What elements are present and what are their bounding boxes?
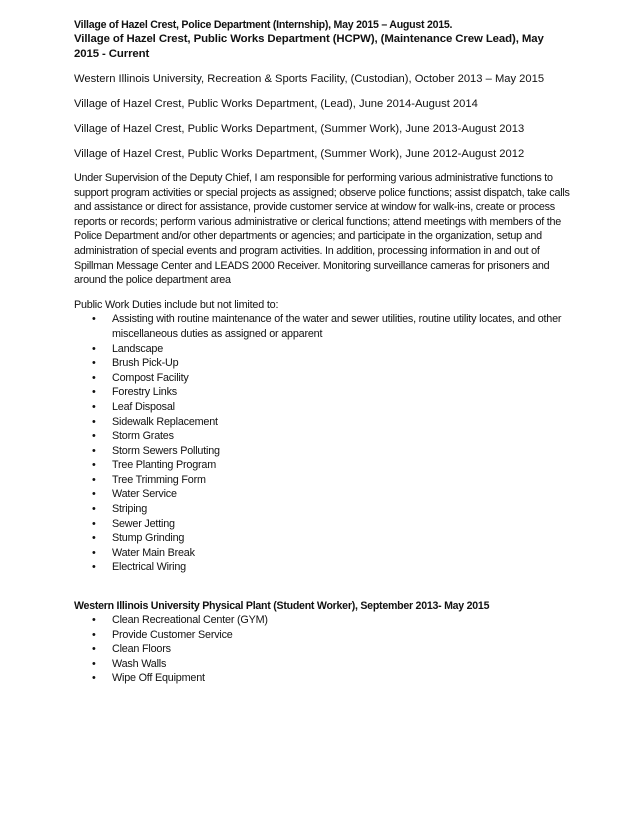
job-description: Under Supervision of the Deputy Chief, I am responsible for performing various administrative functions to support program activities or special projects as assigned; observe police functions; assist dispatch, take calls and assistance or direct for assistance, provide customer service at window for walk-ins, create or process reports or records; perform various administrative or clerical functions; attend meetings with members of the Police Department and/or other departments or agencies; and participate in the organization, setup and administration of special events and program activities. In addition, processing information in and out of Spillman Message Center and LEADS 2000 Receiver. Monitoring surveillance cameras for prisoners and around the police department area xyxy=(74,172,570,287)
list-item xyxy=(74,502,570,517)
list-item-text: Water Service xyxy=(112,488,177,501)
wiu-list xyxy=(74,613,570,686)
list-item-text: Clean Recreational Center (GYM) xyxy=(112,614,268,627)
bullet-icon: • xyxy=(92,628,96,641)
list-item-text: Forestry Links xyxy=(112,386,177,399)
bullet-icon: • xyxy=(92,643,96,656)
job-line: Village of Hazel Crest, Public Works Department, (Summer Work), June 2013-August 2013 xyxy=(74,123,525,135)
list-item-text: Stump Grinding xyxy=(112,532,185,545)
bullet-icon: • xyxy=(92,503,96,516)
list-item xyxy=(74,444,570,459)
list-item xyxy=(74,642,570,657)
list-item xyxy=(74,473,570,488)
bullet-icon: • xyxy=(92,473,96,486)
list-item xyxy=(74,560,570,575)
bullet-icon: • xyxy=(92,614,96,627)
list-item-text: Storm Sewers Polluting xyxy=(112,444,220,457)
bullet-icon: • xyxy=(92,532,96,545)
job-line: Village of Hazel Crest, Public Works Department, (Lead), June 2014-August 2014 xyxy=(74,98,478,110)
list-item xyxy=(74,487,570,502)
bullet-icon: • xyxy=(92,371,96,384)
bullet-icon: • xyxy=(92,415,96,428)
job-line: Village of Hazel Crest, Public Works Department, (Summer Work), June 2012-August 2012 xyxy=(74,148,525,160)
job-line: Western Illinois University, Recreation & Sports Facility, (Custodian), October 2013 – May 2015 xyxy=(74,73,545,85)
bullet-icon: • xyxy=(92,657,96,670)
bullet-icon: • xyxy=(92,488,96,501)
bullet-icon: • xyxy=(92,342,96,355)
bullet-icon: • xyxy=(92,459,96,472)
list-item xyxy=(74,356,570,371)
bullet-icon: • xyxy=(92,430,96,443)
bullet-icon: • xyxy=(92,444,96,457)
list-item xyxy=(74,458,570,473)
list-item-text: Wipe Off Equipment xyxy=(112,672,205,685)
duties-list xyxy=(74,312,570,575)
bullet-icon: • xyxy=(92,357,96,370)
list-item xyxy=(74,385,570,400)
list-item-text: Sewer Jetting xyxy=(112,517,175,530)
job-heading-hcpw: Village of Hazel Crest, Public Works Department (HCPW), (Maintenance Crew Lead), May 2015 - Current xyxy=(74,33,544,60)
bullet-icon: • xyxy=(92,546,96,559)
list-item xyxy=(74,657,570,672)
list-item xyxy=(74,400,570,415)
list-item-text: Clean Floors xyxy=(112,643,171,656)
job-heading-police: Village of Hazel Crest, Police Department (Internship), May 2015 – August 2015. xyxy=(74,19,453,31)
list-item xyxy=(74,312,570,341)
list-item xyxy=(74,613,570,628)
list-item xyxy=(74,546,570,561)
resume-page xyxy=(74,18,570,686)
list-item xyxy=(74,371,570,386)
wiu-heading: Western Illinois University Physical Plant (Student Worker), September 2013- May 2015 xyxy=(74,600,490,613)
list-item-text: Brush Pick-Up xyxy=(112,357,179,370)
list-item xyxy=(74,342,570,357)
list-item xyxy=(74,517,570,532)
list-item-text: Assisting with routine maintenance of the water and sewer utilities, routine utility locates, and other miscellaneous duties as assigned or apparent xyxy=(112,313,562,340)
list-item xyxy=(74,628,570,643)
list-item-text: Sidewalk Replacement xyxy=(112,415,218,428)
bullet-icon: • xyxy=(92,400,96,413)
duties-heading: Public Work Duties include but not limited to: xyxy=(74,298,279,311)
list-item xyxy=(74,415,570,430)
bullet-icon: • xyxy=(92,672,96,685)
list-item-text: Striping xyxy=(112,503,148,516)
list-item-text: Compost Facility xyxy=(112,371,189,384)
list-item-text: Electrical Wiring xyxy=(112,561,186,574)
list-item xyxy=(74,429,570,444)
list-item-text: Provide Customer Service xyxy=(112,628,233,641)
list-item-text: Water Main Break xyxy=(112,546,195,559)
list-item-text: Tree Planting Program xyxy=(112,459,217,472)
bullet-icon: • xyxy=(92,517,96,530)
list-item-text: Leaf Disposal xyxy=(112,400,175,413)
list-item-text: Wash Walls xyxy=(112,657,167,670)
list-item-text: Landscape xyxy=(112,342,164,355)
list-item-text: Storm Grates xyxy=(112,430,174,443)
list-item xyxy=(74,671,570,686)
list-item-text: Tree Trimming Form xyxy=(112,473,206,486)
bullet-icon: • xyxy=(92,386,96,399)
bullet-icon: • xyxy=(92,313,96,326)
list-item xyxy=(74,531,570,546)
bullet-icon: • xyxy=(92,561,96,574)
